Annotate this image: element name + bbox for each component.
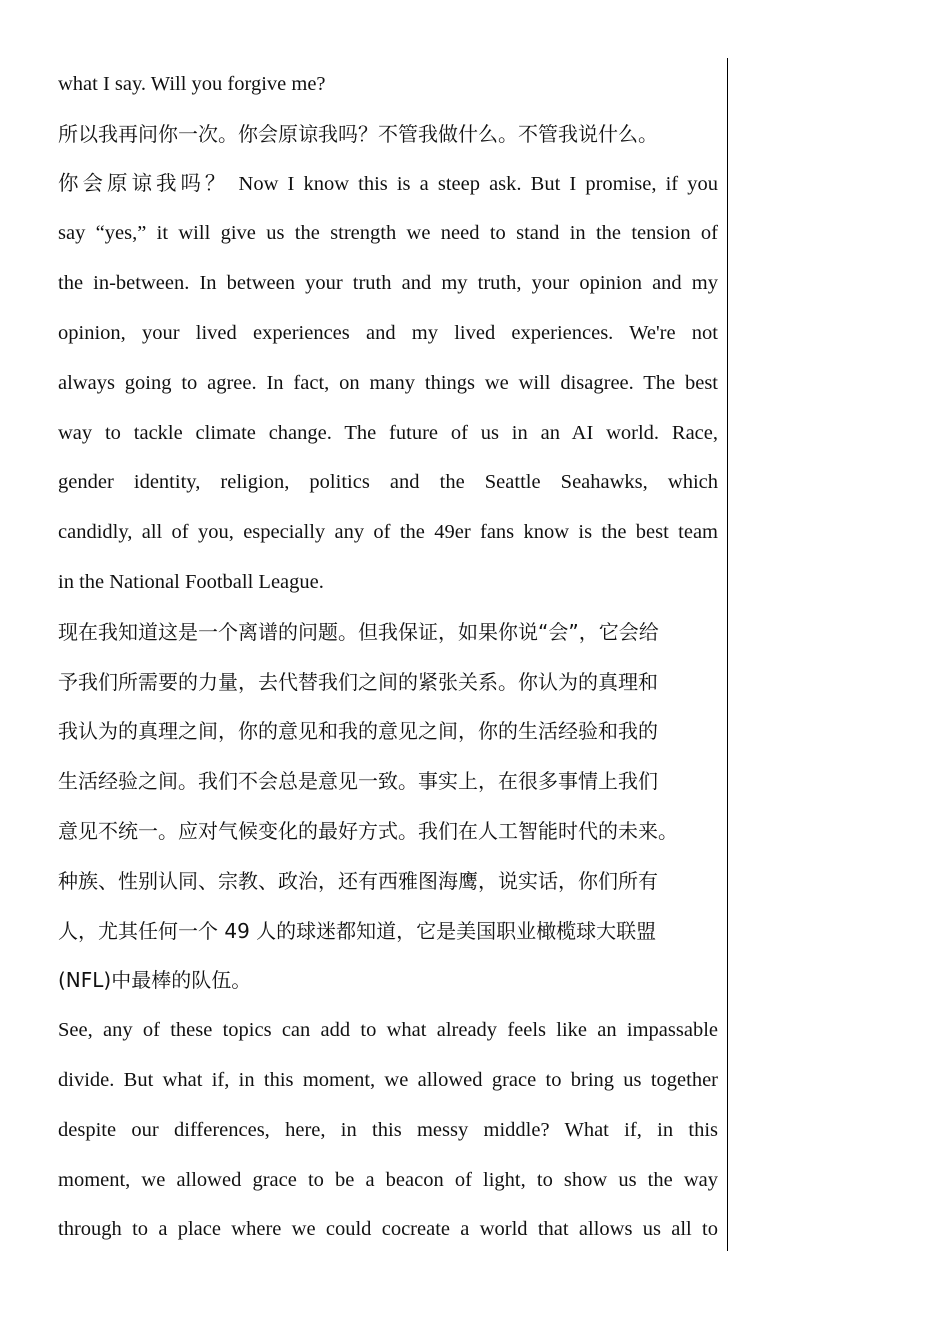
text-line: See, any of these topics can add to what already feels like an impassable [58, 1019, 718, 1042]
text-line: moment, we allowed grace to be a beacon of light, to show us the way [58, 1168, 718, 1191]
text-line: opinion, your lived experiences and my lived experiences. We're not [58, 321, 718, 344]
text-line: candidly, all of you, especially any of the 49er fans know is the best team [58, 521, 718, 544]
margin-rule [727, 58, 728, 1251]
text-line: through to a place where we could cocreate a world that allows us all to [58, 1218, 718, 1241]
text-line: 现在我知道这是一个离谱的问题。但我保证，如果你说“会”，它会给 [58, 619, 659, 644]
text-line: 种族、性别认同、宗教、政治，还有西雅图海鹰，说实话，你们所有 [58, 868, 658, 893]
text-line: gender identity, religion, politics and the Seattle Seahawks, which [58, 471, 718, 494]
text-line: always going to agree. In fact, on many things we will disagree. The best [58, 371, 718, 394]
text-line: (NFL)中最棒的队伍。 [58, 968, 252, 993]
text-line: despite our differences, here, in this messy middle? What if, in this [58, 1118, 718, 1141]
text-line: what I say. Will you forgive me? [58, 73, 326, 95]
text-line: 所以我再问你一次。你会原谅我吗？不管我做什么。不管我说什么。 [58, 121, 658, 146]
text-line: 人，尤其任何一个 49 人的球迷都知道，它是美国职业橄榄球大联盟 [58, 918, 657, 943]
text-line: 我认为的真理之间，你的意见和我的意见之间，你的生活经验和我的 [58, 719, 658, 744]
text-line: 你会原谅我吗？ Now I know this is a steep ask. But I promise, if you [58, 172, 718, 195]
text-line: 生活经验之间。我们不会总是意见一致。事实上，在很多事情上我们 [58, 769, 658, 794]
text-line: say “yes,” it will give us the strength we need to stand in the tension of [58, 222, 718, 245]
text-line: the in-between. In between your truth and my truth, your opinion and my [58, 272, 718, 295]
text-line: 意见不统一。应对气候变化的最好方式。我们在人工智能时代的未来。 [58, 818, 678, 843]
text-line: 予我们所需要的力量，去代替我们之间的紧张关系。你认为的真理和 [58, 669, 658, 694]
text-line: divide. But what if, in this moment, we allowed grace to bring us together [58, 1068, 718, 1091]
document-body [58, 60, 718, 1255]
text-line: in the National Football League. [58, 570, 324, 593]
text-line: way to tackle climate change. The future of us in an AI world. Race, [58, 421, 718, 444]
